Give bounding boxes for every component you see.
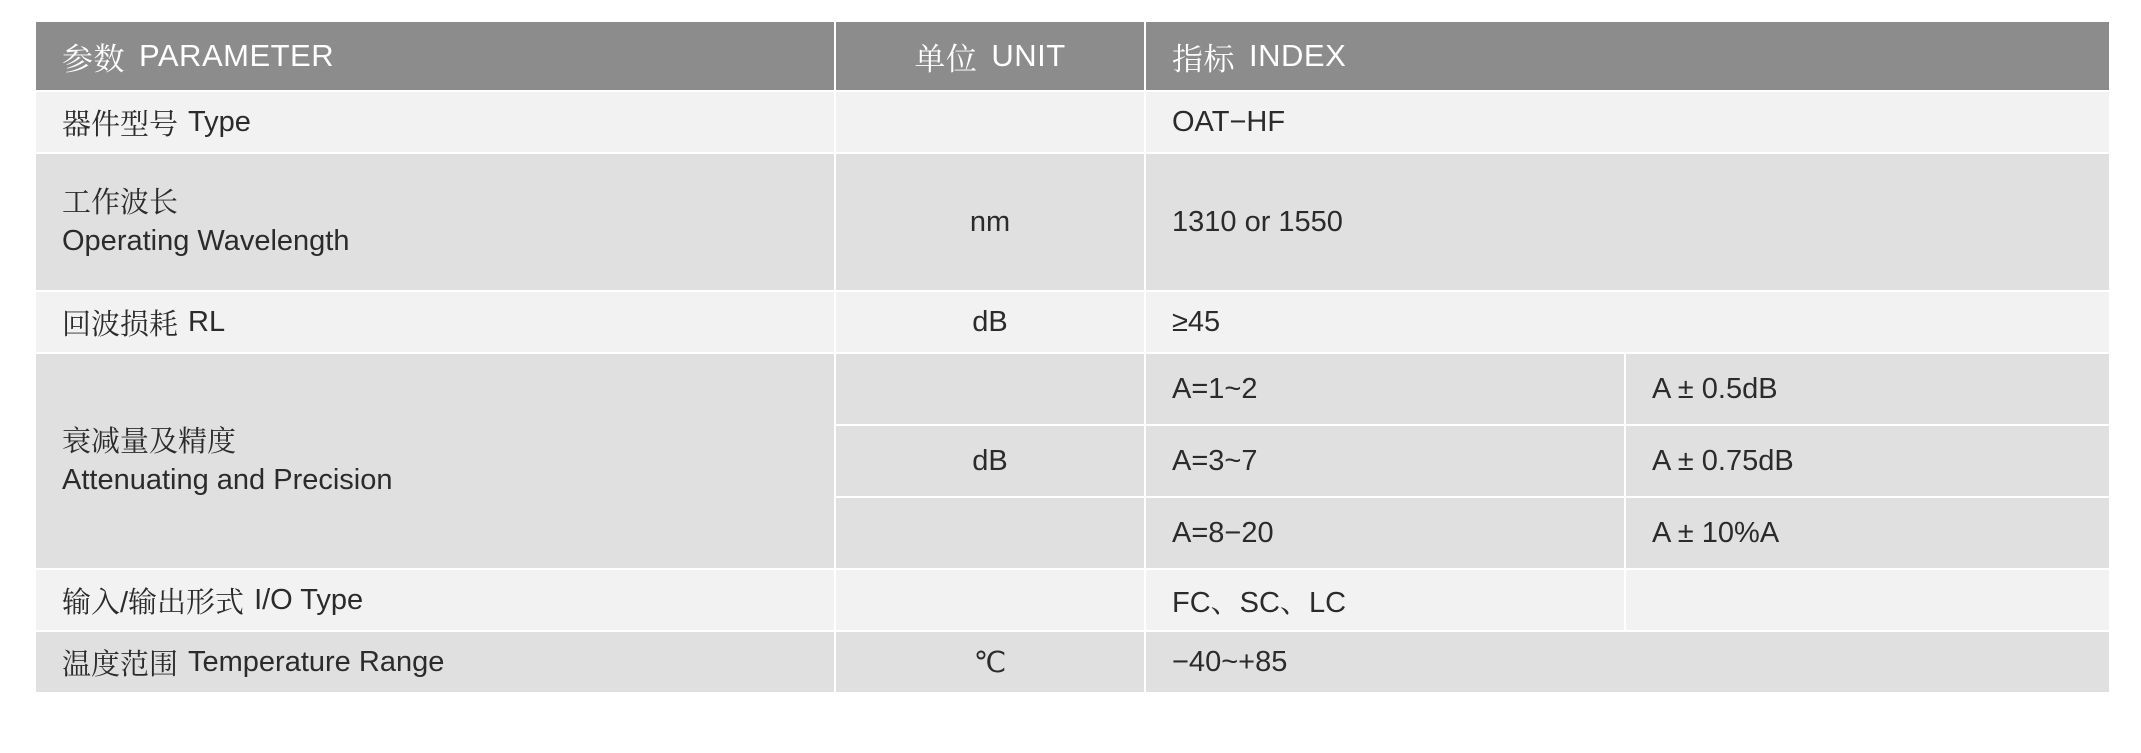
row-attenuation-precision-1-value: A ± 0.5dB — [1652, 372, 1778, 405]
row-rl-parameter-cn: 回波损耗 — [62, 308, 179, 341]
row-attenuation-unit-blank-top — [835, 353, 1145, 425]
row-temperature-index-value: −40~+85 — [1172, 645, 1288, 678]
row-type-parameter-cn: 器件型号 — [62, 108, 179, 141]
row-attenuation-index-3-value: A=8−20 — [1172, 516, 1274, 549]
row-rl-parameter-en: RL — [188, 305, 226, 338]
row-attenuation-index-1 — [1145, 353, 1625, 425]
table-row — [35, 153, 2110, 291]
row-temperature-parameter-cn: 温度范围 — [62, 648, 179, 681]
row-iotype-unit — [835, 569, 1145, 631]
row-iotype-unit-value — [836, 570, 1144, 630]
row-rl-parameter — [35, 291, 835, 353]
table-row — [35, 91, 2110, 153]
row-iotype-parameter — [35, 569, 835, 631]
header-unit-cn: 单位 — [914, 41, 978, 77]
row-attenuation-precision-3 — [1625, 497, 2110, 569]
row-attenuation-parameter — [35, 353, 835, 569]
row-iotype-index2-value — [1626, 570, 2109, 630]
row-wavelength-parameter-en: Operating Wavelength — [62, 225, 350, 257]
row-attenuation-index-2 — [1145, 425, 1625, 497]
row-type-parameter — [35, 91, 835, 153]
row-rl-index — [1145, 291, 2110, 353]
row-temperature-index — [1145, 631, 2110, 693]
row-iotype-index-value: FC、SC、LC — [1172, 586, 1347, 619]
row-type-parameter-en: Type — [188, 105, 251, 138]
row-iotype-index — [1145, 569, 1625, 631]
table-row — [35, 291, 2110, 353]
header-index — [1145, 21, 2110, 91]
row-temperature-unit-value: ℃ — [973, 646, 1007, 679]
row-wavelength-unit-value: nm — [969, 205, 1011, 238]
row-attenuation-parameter-cn: 衰减量及精度 — [62, 425, 237, 458]
header-parameter — [35, 21, 835, 91]
row-temperature-unit — [835, 631, 1145, 693]
header-index-cn: 指标 — [1172, 41, 1235, 77]
table-row — [35, 353, 2110, 425]
specification-table-container — [34, 20, 2109, 694]
header-parameter-cn: 参数 — [62, 41, 125, 77]
row-rl-unit — [835, 291, 1145, 353]
row-attenuation-parameter-en: Attenuating and Precision — [62, 464, 393, 496]
row-attenuation-precision-1 — [1625, 353, 2110, 425]
row-rl-index-value: ≥45 — [1172, 305, 1221, 338]
header-parameter-en: PARAMETER — [139, 38, 335, 73]
row-iotype-index-blank — [1625, 569, 2110, 631]
row-temperature-parameter-en: Temperature Range — [188, 645, 445, 678]
table-header-row — [35, 21, 2110, 91]
row-wavelength-parameter — [35, 153, 835, 291]
row-iotype-parameter-en: I/O Type — [254, 583, 364, 616]
header-unit — [835, 21, 1145, 91]
row-wavelength-parameter-cn: 工作波长 — [62, 186, 179, 219]
row-attenuation-unit — [835, 425, 1145, 497]
row-attenuation-precision-3-value: A ± 10%A — [1652, 516, 1780, 549]
row-attenuation-precision-2 — [1625, 425, 2110, 497]
row-iotype-parameter-cn: 输入/输出形式 — [62, 586, 245, 619]
row-wavelength-unit — [835, 153, 1145, 291]
row-attenuation-index-3 — [1145, 497, 1625, 569]
header-unit-en: UNIT — [991, 38, 1066, 73]
row-attenuation-index-1-value: A=1~2 — [1172, 372, 1258, 405]
row-type-index-value: OAT−HF — [1172, 105, 1286, 138]
header-index-en: INDEX — [1249, 38, 1347, 73]
row-type-index — [1145, 91, 2110, 153]
row-attenuation-unit-blank-bottom — [835, 497, 1145, 569]
row-attenuation-precision-2-value: A ± 0.75dB — [1652, 444, 1794, 477]
row-temperature-parameter — [35, 631, 835, 693]
table-row — [35, 631, 2110, 693]
row-attenuation-index-2-value: A=3~7 — [1172, 444, 1258, 477]
row-type-unit — [835, 91, 1145, 153]
row-rl-unit-value: dB — [972, 305, 1008, 338]
row-wavelength-index-value: 1310 or 1550 — [1172, 205, 1343, 238]
row-wavelength-index — [1145, 153, 2110, 291]
row-type-unit-value — [836, 92, 1144, 152]
specification-table — [34, 20, 2111, 694]
table-row — [35, 569, 2110, 631]
row-attenuation-unit-value: dB — [972, 444, 1008, 477]
